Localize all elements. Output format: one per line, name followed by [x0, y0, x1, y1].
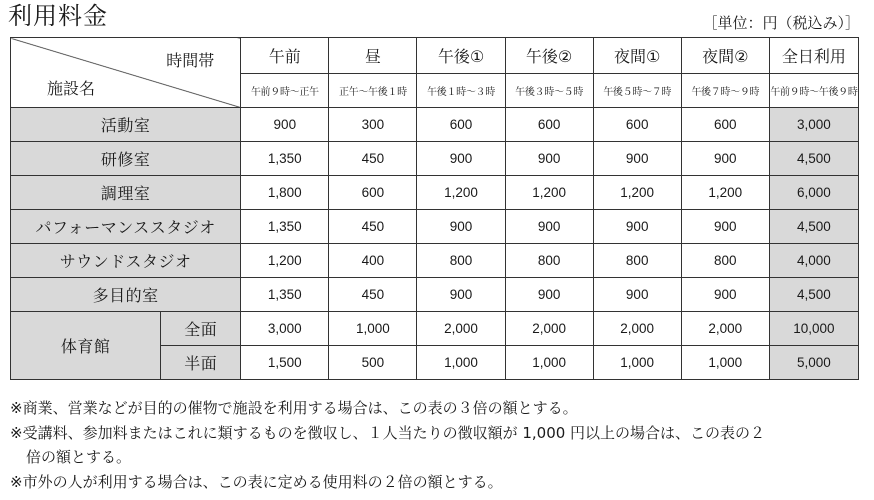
facility-sub-name: 半面: [161, 346, 241, 380]
table-row: [11, 278, 859, 312]
fee-cell: 900: [417, 210, 505, 244]
period-time: 午前９時〜正午: [241, 73, 329, 108]
fee-cell: 450: [329, 210, 417, 244]
fee-cell: 800: [593, 244, 681, 278]
fee-cell: 1,000: [681, 346, 769, 380]
table-corner-header: [11, 38, 241, 108]
fee-cell: 300: [329, 108, 417, 142]
facility-name: パフォーマンススタジオ: [11, 210, 241, 244]
fee-cell: 900: [505, 210, 593, 244]
note-line: 倍の額とする。: [26, 448, 132, 466]
notes: [10, 396, 765, 494]
fee-cell: 500: [329, 346, 417, 380]
fee-cell: 1,500: [241, 346, 329, 380]
facility-name: 研修室: [11, 142, 241, 176]
facility-name: 多目的室: [11, 278, 241, 312]
fee-cell: 1,000: [329, 312, 417, 346]
fee-cell: 2,000: [505, 312, 593, 346]
period-time: 午後１時〜３時: [417, 73, 505, 108]
fee-cell-full-day: 5,000: [769, 346, 858, 380]
note-line: ※市外の人が利用する場合は、この表に定める使用料の２倍の額とする。: [10, 472, 503, 491]
period-time: 午前９時〜午後９時: [769, 73, 858, 108]
fee-cell: 800: [505, 244, 593, 278]
period-header: 午前: [241, 38, 329, 74]
fee-cell: 600: [505, 108, 593, 142]
period-header: 全日利用: [769, 38, 858, 74]
fee-cell: 1,200: [681, 176, 769, 210]
period-header: 昼: [329, 38, 417, 74]
period-time: 午後３時〜５時: [505, 73, 593, 108]
note-line: ※受講料、参加料またはこれに類するものを徴収し、１人当たりの徴収額が 1,000 円以上の場合は、この表の２: [10, 423, 766, 442]
fee-cell: 2,000: [593, 312, 681, 346]
fee-cell-full-day: 3,000: [769, 108, 858, 142]
fee-cell: 1,350: [241, 278, 329, 312]
fee-cell: 800: [417, 244, 505, 278]
time-slot-header: 時間帯: [166, 51, 215, 70]
period-header: 午後①: [417, 38, 505, 74]
fee-cell: 2,000: [417, 312, 505, 346]
table-row: [11, 312, 859, 346]
fee-cell-full-day: 10,000: [769, 312, 858, 346]
fee-cell: 1,200: [241, 244, 329, 278]
fee-cell: 2,000: [681, 312, 769, 346]
fee-cell: 1,350: [241, 142, 329, 176]
fee-cell-full-day: 4,500: [769, 278, 858, 312]
period-header: 夜間②: [681, 38, 769, 74]
fee-cell: 900: [681, 278, 769, 312]
period-header: 夜間①: [593, 38, 681, 74]
fee-cell: 1,350: [241, 210, 329, 244]
fee-cell: 3,000: [241, 312, 329, 346]
note-line: ※商業、営業などが目的の催物で施設を利用する場合は、この表の３倍の額とする。: [10, 399, 578, 417]
fee-cell: 1,200: [593, 176, 681, 210]
fee-cell: 900: [417, 142, 505, 176]
fee-cell: 900: [681, 142, 769, 176]
facility-name: 体育館: [11, 312, 161, 380]
unit-label: ［単位：円（税込み）］: [702, 14, 860, 32]
period-time: 午後７時〜９時: [681, 73, 769, 108]
fee-cell: 1,000: [417, 346, 505, 380]
facility-sub-name: 全面: [161, 312, 241, 346]
fee-cell: 900: [505, 142, 593, 176]
fee-cell: 600: [329, 176, 417, 210]
fee-cell: 900: [593, 210, 681, 244]
fee-cell: 900: [505, 278, 593, 312]
facility-name: 調理室: [11, 176, 241, 210]
page-title: 利用料金: [8, 2, 108, 30]
fee-cell: 400: [329, 244, 417, 278]
fee-cell: 1,200: [417, 176, 505, 210]
fee-table: [10, 37, 859, 380]
facility-name-header: 施設名: [47, 79, 96, 98]
fee-cell-full-day: 6,000: [769, 176, 858, 210]
period-time: 午後５時〜７時: [593, 73, 681, 108]
fee-cell: 900: [241, 108, 329, 142]
table-row: [11, 244, 859, 278]
fee-cell: 1,800: [241, 176, 329, 210]
table-row: [11, 108, 859, 142]
table-row: [11, 210, 859, 244]
facility-name: サウンドスタジオ: [11, 244, 241, 278]
table-row: [11, 142, 859, 176]
table-row: [11, 176, 859, 210]
fee-cell: 800: [681, 244, 769, 278]
fee-cell-full-day: 4,000: [769, 244, 858, 278]
fee-cell: 600: [417, 108, 505, 142]
fee-cell: 900: [681, 210, 769, 244]
fee-cell-full-day: 4,500: [769, 210, 858, 244]
fee-cell: 450: [329, 142, 417, 176]
fee-cell: 1,200: [505, 176, 593, 210]
fee-cell: 900: [417, 278, 505, 312]
period-time: 正午〜午後１時: [329, 73, 417, 108]
fee-cell: 600: [681, 108, 769, 142]
fee-cell: 450: [329, 278, 417, 312]
fee-cell: 900: [593, 278, 681, 312]
fee-cell-full-day: 4,500: [769, 142, 858, 176]
fee-cell: 1,000: [505, 346, 593, 380]
period-header: 午後②: [505, 38, 593, 74]
fee-cell: 900: [593, 142, 681, 176]
fee-cell: 1,000: [593, 346, 681, 380]
facility-name: 活動室: [11, 108, 241, 142]
fee-cell: 600: [593, 108, 681, 142]
